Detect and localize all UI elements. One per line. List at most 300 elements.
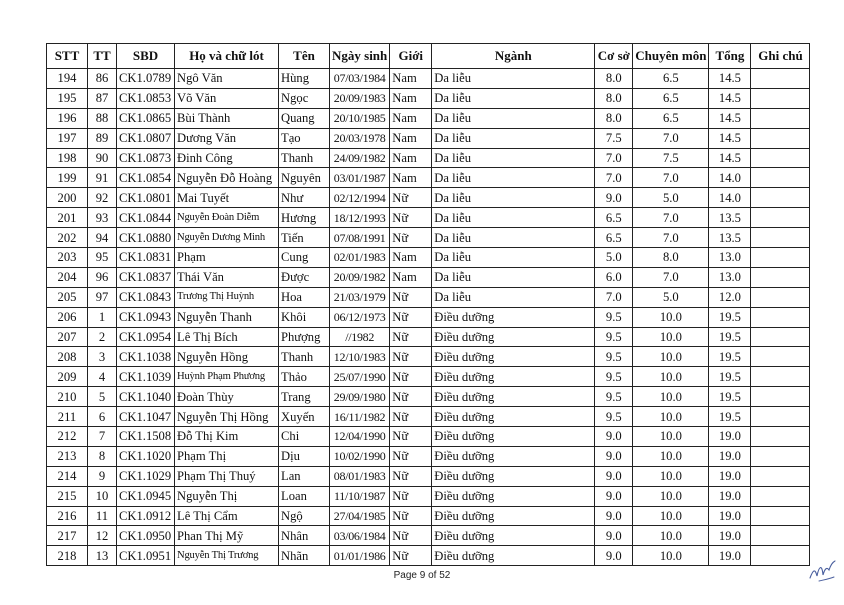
stt-cell: 196 bbox=[47, 108, 88, 128]
notes-cell bbox=[751, 267, 810, 287]
col-sbd-header: SBD bbox=[117, 44, 175, 69]
gender-cell: Nam bbox=[390, 88, 432, 108]
specialty-score-cell: 7.0 bbox=[633, 228, 709, 248]
stt-cell: 195 bbox=[47, 88, 88, 108]
gender-cell: Nam bbox=[390, 108, 432, 128]
dob-cell: //1982 bbox=[330, 327, 390, 347]
surname-cell: Lê Thị Cẩm bbox=[175, 506, 279, 526]
sbd-cell: CK1.0807 bbox=[117, 128, 175, 148]
notes-cell bbox=[751, 69, 810, 89]
specialty-score-cell: 7.0 bbox=[633, 168, 709, 188]
specialty-score-cell: 7.0 bbox=[633, 128, 709, 148]
col-gender-header: Giới bbox=[390, 44, 432, 69]
table-row bbox=[47, 188, 810, 208]
notes-cell bbox=[751, 486, 810, 506]
major-cell: Điều dưỡng bbox=[432, 407, 595, 427]
dob-cell: 07/08/1991 bbox=[330, 228, 390, 248]
gender-cell: Nam bbox=[390, 69, 432, 89]
page-number: Page 9 of 52 bbox=[393, 570, 451, 581]
col-dob-header: Ngày sinh bbox=[330, 44, 390, 69]
table-row bbox=[47, 446, 810, 466]
surname-cell: Lê Thị Bích bbox=[175, 327, 279, 347]
surname-cell: Phan Thị Mỹ bbox=[175, 526, 279, 546]
dob-cell: 20/10/1985 bbox=[330, 108, 390, 128]
base-score-cell: 8.0 bbox=[595, 69, 633, 89]
specialty-score-cell: 10.0 bbox=[633, 506, 709, 526]
col-stt-header: STT bbox=[47, 44, 88, 69]
total-cell: 14.5 bbox=[709, 69, 751, 89]
surname-cell: Nguyễn Đỗ Hoàng bbox=[175, 168, 279, 188]
total-cell: 13.0 bbox=[709, 248, 751, 268]
major-cell: Da liễu bbox=[432, 88, 595, 108]
tt-cell: 96 bbox=[88, 267, 117, 287]
sbd-cell: CK1.1508 bbox=[117, 427, 175, 447]
stt-cell: 201 bbox=[47, 208, 88, 228]
sbd-cell: CK1.0951 bbox=[117, 546, 175, 566]
specialty-score-cell: 6.5 bbox=[633, 88, 709, 108]
total-cell: 19.5 bbox=[709, 367, 751, 387]
major-cell: Điều dưỡng bbox=[432, 486, 595, 506]
base-score-cell: 5.0 bbox=[595, 248, 633, 268]
specialty-score-cell: 10.0 bbox=[633, 486, 709, 506]
table-row bbox=[47, 506, 810, 526]
stt-cell: 207 bbox=[47, 327, 88, 347]
col-name-header: Tên bbox=[279, 44, 330, 69]
col-total-header: Tổng bbox=[709, 44, 751, 69]
name-cell: Nguyên bbox=[279, 168, 330, 188]
base-score-cell: 9.0 bbox=[595, 446, 633, 466]
specialty-score-cell: 10.0 bbox=[633, 526, 709, 546]
col-specialty-score-header: Chuyên môn bbox=[633, 44, 709, 69]
stt-cell: 204 bbox=[47, 267, 88, 287]
name-cell: Cung bbox=[279, 248, 330, 268]
notes-cell bbox=[751, 427, 810, 447]
surname-cell: Phạm bbox=[175, 248, 279, 268]
name-cell: Lan bbox=[279, 466, 330, 486]
gender-cell: Nữ bbox=[390, 446, 432, 466]
table-row bbox=[47, 108, 810, 128]
dob-cell: 24/09/1982 bbox=[330, 148, 390, 168]
base-score-cell: 9.5 bbox=[595, 347, 633, 367]
sbd-cell: CK1.1038 bbox=[117, 347, 175, 367]
name-cell: Quang bbox=[279, 108, 330, 128]
sbd-cell: CK1.1039 bbox=[117, 367, 175, 387]
base-score-cell: 9.0 bbox=[595, 546, 633, 566]
total-cell: 19.5 bbox=[709, 307, 751, 327]
tt-cell: 92 bbox=[88, 188, 117, 208]
dob-cell: 20/09/1983 bbox=[330, 88, 390, 108]
dob-cell: 01/01/1986 bbox=[330, 546, 390, 566]
sbd-cell: CK1.0789 bbox=[117, 69, 175, 89]
stt-cell: 208 bbox=[47, 347, 88, 367]
stt-cell: 211 bbox=[47, 407, 88, 427]
gender-cell: Nữ bbox=[390, 208, 432, 228]
table-row bbox=[47, 69, 810, 89]
table-row bbox=[47, 248, 810, 268]
major-cell: Da liễu bbox=[432, 188, 595, 208]
specialty-score-cell: 6.5 bbox=[633, 108, 709, 128]
base-score-cell: 9.0 bbox=[595, 526, 633, 546]
notes-cell bbox=[751, 367, 810, 387]
tt-cell: 5 bbox=[88, 387, 117, 407]
base-score-cell: 9.0 bbox=[595, 466, 633, 486]
gender-cell: Nữ bbox=[390, 287, 432, 307]
sbd-cell: CK1.1047 bbox=[117, 407, 175, 427]
specialty-score-cell: 7.0 bbox=[633, 267, 709, 287]
major-cell: Da liễu bbox=[432, 168, 595, 188]
surname-cell: Thái Văn bbox=[175, 267, 279, 287]
major-cell: Điều dưỡng bbox=[432, 347, 595, 367]
name-cell: Chi bbox=[279, 427, 330, 447]
specialty-score-cell: 10.0 bbox=[633, 367, 709, 387]
stt-cell: 215 bbox=[47, 486, 88, 506]
dob-cell: 16/11/1982 bbox=[330, 407, 390, 427]
gender-cell: Nữ bbox=[390, 367, 432, 387]
tt-cell: 6 bbox=[88, 407, 117, 427]
notes-cell bbox=[751, 108, 810, 128]
table-row bbox=[47, 427, 810, 447]
stt-cell: 213 bbox=[47, 446, 88, 466]
total-cell: 13.5 bbox=[709, 208, 751, 228]
total-cell: 13.5 bbox=[709, 228, 751, 248]
tt-cell: 4 bbox=[88, 367, 117, 387]
total-cell: 19.0 bbox=[709, 427, 751, 447]
stt-cell: 203 bbox=[47, 248, 88, 268]
tt-cell: 12 bbox=[88, 526, 117, 546]
specialty-score-cell: 7.5 bbox=[633, 148, 709, 168]
stt-cell: 210 bbox=[47, 387, 88, 407]
sbd-cell: CK1.0912 bbox=[117, 506, 175, 526]
stt-cell: 194 bbox=[47, 69, 88, 89]
sbd-cell: CK1.0873 bbox=[117, 148, 175, 168]
major-cell: Điều dưỡng bbox=[432, 506, 595, 526]
specialty-score-cell: 10.0 bbox=[633, 387, 709, 407]
tt-cell: 87 bbox=[88, 88, 117, 108]
gender-cell: Nữ bbox=[390, 327, 432, 347]
sbd-cell: CK1.0943 bbox=[117, 307, 175, 327]
total-cell: 19.0 bbox=[709, 546, 751, 566]
base-score-cell: 6.0 bbox=[595, 267, 633, 287]
name-cell: Hùng bbox=[279, 69, 330, 89]
name-cell: Thảo bbox=[279, 367, 330, 387]
name-cell: Thanh bbox=[279, 347, 330, 367]
specialty-score-cell: 10.0 bbox=[633, 407, 709, 427]
table-row bbox=[47, 168, 810, 188]
stt-cell: 206 bbox=[47, 307, 88, 327]
gender-cell: Nam bbox=[390, 128, 432, 148]
name-cell: Khôi bbox=[279, 307, 330, 327]
notes-cell bbox=[751, 506, 810, 526]
sbd-cell: CK1.0844 bbox=[117, 208, 175, 228]
tt-cell: 95 bbox=[88, 248, 117, 268]
total-cell: 14.0 bbox=[709, 168, 751, 188]
major-cell: Da liễu bbox=[432, 248, 595, 268]
total-cell: 13.0 bbox=[709, 267, 751, 287]
base-score-cell: 9.0 bbox=[595, 486, 633, 506]
tt-cell: 88 bbox=[88, 108, 117, 128]
major-cell: Da liễu bbox=[432, 267, 595, 287]
base-score-cell: 9.5 bbox=[595, 407, 633, 427]
total-cell: 19.5 bbox=[709, 347, 751, 367]
name-cell: Hương bbox=[279, 208, 330, 228]
major-cell: Điều dưỡng bbox=[432, 307, 595, 327]
major-cell: Điều dưỡng bbox=[432, 466, 595, 486]
dob-cell: 10/02/1990 bbox=[330, 446, 390, 466]
col-surname-header: Họ và chữ lót bbox=[175, 44, 279, 69]
sbd-cell: CK1.0854 bbox=[117, 168, 175, 188]
dob-cell: 25/07/1990 bbox=[330, 367, 390, 387]
header-row bbox=[47, 44, 810, 69]
dob-cell: 07/03/1984 bbox=[330, 69, 390, 89]
tt-cell: 94 bbox=[88, 228, 117, 248]
tt-cell: 2 bbox=[88, 327, 117, 347]
surname-cell: Đỗ Thị Kim bbox=[175, 427, 279, 447]
surname-cell: Mai Tuyết bbox=[175, 188, 279, 208]
base-score-cell: 9.0 bbox=[595, 506, 633, 526]
specialty-score-cell: 10.0 bbox=[633, 546, 709, 566]
tt-cell: 89 bbox=[88, 128, 117, 148]
surname-cell: Phạm Thị Thuý bbox=[175, 466, 279, 486]
notes-cell bbox=[751, 88, 810, 108]
name-cell: Tiến bbox=[279, 228, 330, 248]
tt-cell: 10 bbox=[88, 486, 117, 506]
surname-cell: Trương Thị Huỳnh bbox=[175, 287, 279, 307]
dob-cell: 08/01/1983 bbox=[330, 466, 390, 486]
surname-cell: Bùi Thành bbox=[175, 108, 279, 128]
notes-cell bbox=[751, 188, 810, 208]
notes-cell bbox=[751, 526, 810, 546]
total-cell: 14.5 bbox=[709, 88, 751, 108]
surname-cell: Nguyễn Thị bbox=[175, 486, 279, 506]
stt-cell: 216 bbox=[47, 506, 88, 526]
table-body bbox=[47, 69, 810, 566]
gender-cell: Nữ bbox=[390, 466, 432, 486]
name-cell: Hoa bbox=[279, 287, 330, 307]
major-cell: Điều dưỡng bbox=[432, 387, 595, 407]
base-score-cell: 9.5 bbox=[595, 367, 633, 387]
major-cell: Da liễu bbox=[432, 128, 595, 148]
notes-cell bbox=[751, 546, 810, 566]
stt-cell: 202 bbox=[47, 228, 88, 248]
sbd-cell: CK1.0954 bbox=[117, 327, 175, 347]
specialty-score-cell: 10.0 bbox=[633, 347, 709, 367]
name-cell: Xuyến bbox=[279, 407, 330, 427]
total-cell: 19.0 bbox=[709, 526, 751, 546]
notes-cell bbox=[751, 347, 810, 367]
col-major-header: Ngành bbox=[432, 44, 595, 69]
sbd-cell: CK1.0865 bbox=[117, 108, 175, 128]
surname-cell: Nguyễn Thị Trương bbox=[175, 546, 279, 566]
notes-cell bbox=[751, 248, 810, 268]
notes-cell bbox=[751, 208, 810, 228]
gender-cell: Nữ bbox=[390, 486, 432, 506]
total-cell: 19.0 bbox=[709, 486, 751, 506]
stt-cell: 218 bbox=[47, 546, 88, 566]
tt-cell: 8 bbox=[88, 446, 117, 466]
sbd-cell: CK1.1040 bbox=[117, 387, 175, 407]
table-row bbox=[47, 486, 810, 506]
major-cell: Điều dưỡng bbox=[432, 446, 595, 466]
name-cell: Trang bbox=[279, 387, 330, 407]
total-cell: 19.5 bbox=[709, 387, 751, 407]
specialty-score-cell: 10.0 bbox=[633, 466, 709, 486]
sbd-cell: CK1.0831 bbox=[117, 248, 175, 268]
tt-cell: 13 bbox=[88, 546, 117, 566]
notes-cell bbox=[751, 287, 810, 307]
table-row bbox=[47, 526, 810, 546]
stt-cell: 205 bbox=[47, 287, 88, 307]
table-row bbox=[47, 88, 810, 108]
gender-cell: Nam bbox=[390, 248, 432, 268]
sbd-cell: CK1.0853 bbox=[117, 88, 175, 108]
base-score-cell: 7.5 bbox=[595, 128, 633, 148]
major-cell: Điều dưỡng bbox=[432, 327, 595, 347]
base-score-cell: 9.0 bbox=[595, 427, 633, 447]
base-score-cell: 9.5 bbox=[595, 327, 633, 347]
tt-cell: 86 bbox=[88, 69, 117, 89]
total-cell: 19.0 bbox=[709, 506, 751, 526]
surname-cell: Nguyễn Hồng bbox=[175, 347, 279, 367]
tt-cell: 91 bbox=[88, 168, 117, 188]
base-score-cell: 6.5 bbox=[595, 208, 633, 228]
col-tt-header: TT bbox=[88, 44, 117, 69]
notes-cell bbox=[751, 327, 810, 347]
specialty-score-cell: 5.0 bbox=[633, 188, 709, 208]
total-cell: 19.5 bbox=[709, 407, 751, 427]
notes-cell bbox=[751, 168, 810, 188]
surname-cell: Huỳnh Phạm Phương bbox=[175, 367, 279, 387]
base-score-cell: 7.0 bbox=[595, 287, 633, 307]
total-cell: 19.0 bbox=[709, 466, 751, 486]
signature-initials bbox=[807, 556, 837, 586]
total-cell: 14.0 bbox=[709, 188, 751, 208]
base-score-cell: 7.0 bbox=[595, 148, 633, 168]
table-row bbox=[47, 287, 810, 307]
table-row bbox=[47, 347, 810, 367]
table-row bbox=[47, 307, 810, 327]
surname-cell: Dương Văn bbox=[175, 128, 279, 148]
gender-cell: Nữ bbox=[390, 347, 432, 367]
surname-cell: Đinh Công bbox=[175, 148, 279, 168]
gender-cell: Nam bbox=[390, 267, 432, 287]
notes-cell bbox=[751, 387, 810, 407]
name-cell: Nhân bbox=[279, 526, 330, 546]
major-cell: Da liễu bbox=[432, 287, 595, 307]
sbd-cell: CK1.0945 bbox=[117, 486, 175, 506]
gender-cell: Nữ bbox=[390, 188, 432, 208]
surname-cell: Ngô Văn bbox=[175, 69, 279, 89]
name-cell: Loan bbox=[279, 486, 330, 506]
major-cell: Điều dưỡng bbox=[432, 427, 595, 447]
gender-cell: Nữ bbox=[390, 307, 432, 327]
specialty-score-cell: 10.0 bbox=[633, 446, 709, 466]
table-row bbox=[47, 148, 810, 168]
notes-cell bbox=[751, 407, 810, 427]
col-base-score-header: Cơ sở bbox=[595, 44, 633, 69]
sbd-cell: CK1.0837 bbox=[117, 267, 175, 287]
tt-cell: 11 bbox=[88, 506, 117, 526]
dob-cell: 20/03/1978 bbox=[330, 128, 390, 148]
notes-cell bbox=[751, 307, 810, 327]
dob-cell: 12/04/1990 bbox=[330, 427, 390, 447]
total-cell: 14.5 bbox=[709, 108, 751, 128]
surname-cell: Đoàn Thùy bbox=[175, 387, 279, 407]
gender-cell: Nữ bbox=[390, 526, 432, 546]
specialty-score-cell: 8.0 bbox=[633, 248, 709, 268]
dob-cell: 06/12/1973 bbox=[330, 307, 390, 327]
name-cell: Tạo bbox=[279, 128, 330, 148]
base-score-cell: 6.5 bbox=[595, 228, 633, 248]
tt-cell: 1 bbox=[88, 307, 117, 327]
sbd-cell: CK1.1020 bbox=[117, 446, 175, 466]
results-table bbox=[46, 43, 810, 566]
gender-cell: Nam bbox=[390, 168, 432, 188]
stt-cell: 214 bbox=[47, 466, 88, 486]
dob-cell: 02/01/1983 bbox=[330, 248, 390, 268]
base-score-cell: 8.0 bbox=[595, 108, 633, 128]
tt-cell: 93 bbox=[88, 208, 117, 228]
specialty-score-cell: 5.0 bbox=[633, 287, 709, 307]
stt-cell: 217 bbox=[47, 526, 88, 546]
gender-cell: Nữ bbox=[390, 546, 432, 566]
major-cell: Da liễu bbox=[432, 208, 595, 228]
dob-cell: 20/09/1982 bbox=[330, 267, 390, 287]
name-cell: Ngọc bbox=[279, 88, 330, 108]
base-score-cell: 9.5 bbox=[595, 307, 633, 327]
sbd-cell: CK1.1029 bbox=[117, 466, 175, 486]
stt-cell: 200 bbox=[47, 188, 88, 208]
major-cell: Điều dưỡng bbox=[432, 526, 595, 546]
sbd-cell: CK1.0880 bbox=[117, 228, 175, 248]
specialty-score-cell: 10.0 bbox=[633, 307, 709, 327]
name-cell: Nhãn bbox=[279, 546, 330, 566]
dob-cell: 21/03/1979 bbox=[330, 287, 390, 307]
dob-cell: 27/04/1985 bbox=[330, 506, 390, 526]
dob-cell: 29/09/1980 bbox=[330, 387, 390, 407]
stt-cell: 197 bbox=[47, 128, 88, 148]
specialty-score-cell: 6.5 bbox=[633, 69, 709, 89]
stt-cell: 209 bbox=[47, 367, 88, 387]
notes-cell bbox=[751, 446, 810, 466]
dob-cell: 03/06/1984 bbox=[330, 526, 390, 546]
tt-cell: 9 bbox=[88, 466, 117, 486]
gender-cell: Nữ bbox=[390, 228, 432, 248]
notes-cell bbox=[751, 228, 810, 248]
dob-cell: 12/10/1983 bbox=[330, 347, 390, 367]
name-cell: Phượng bbox=[279, 327, 330, 347]
base-score-cell: 8.0 bbox=[595, 88, 633, 108]
table-row bbox=[47, 267, 810, 287]
specialty-score-cell: 10.0 bbox=[633, 427, 709, 447]
gender-cell: Nữ bbox=[390, 506, 432, 526]
base-score-cell: 9.5 bbox=[595, 387, 633, 407]
gender-cell: Nữ bbox=[390, 387, 432, 407]
major-cell: Điều dưỡng bbox=[432, 546, 595, 566]
major-cell: Điều dưỡng bbox=[432, 367, 595, 387]
dob-cell: 18/12/1993 bbox=[330, 208, 390, 228]
tt-cell: 7 bbox=[88, 427, 117, 447]
gender-cell: Nữ bbox=[390, 427, 432, 447]
total-cell: 14.5 bbox=[709, 128, 751, 148]
name-cell: Dịu bbox=[279, 446, 330, 466]
specialty-score-cell: 10.0 bbox=[633, 327, 709, 347]
tt-cell: 3 bbox=[88, 347, 117, 367]
total-cell: 12.0 bbox=[709, 287, 751, 307]
total-cell: 14.5 bbox=[709, 148, 751, 168]
total-cell: 19.0 bbox=[709, 446, 751, 466]
table-row bbox=[47, 546, 810, 566]
surname-cell: Nguyễn Đoàn Diễm bbox=[175, 208, 279, 228]
